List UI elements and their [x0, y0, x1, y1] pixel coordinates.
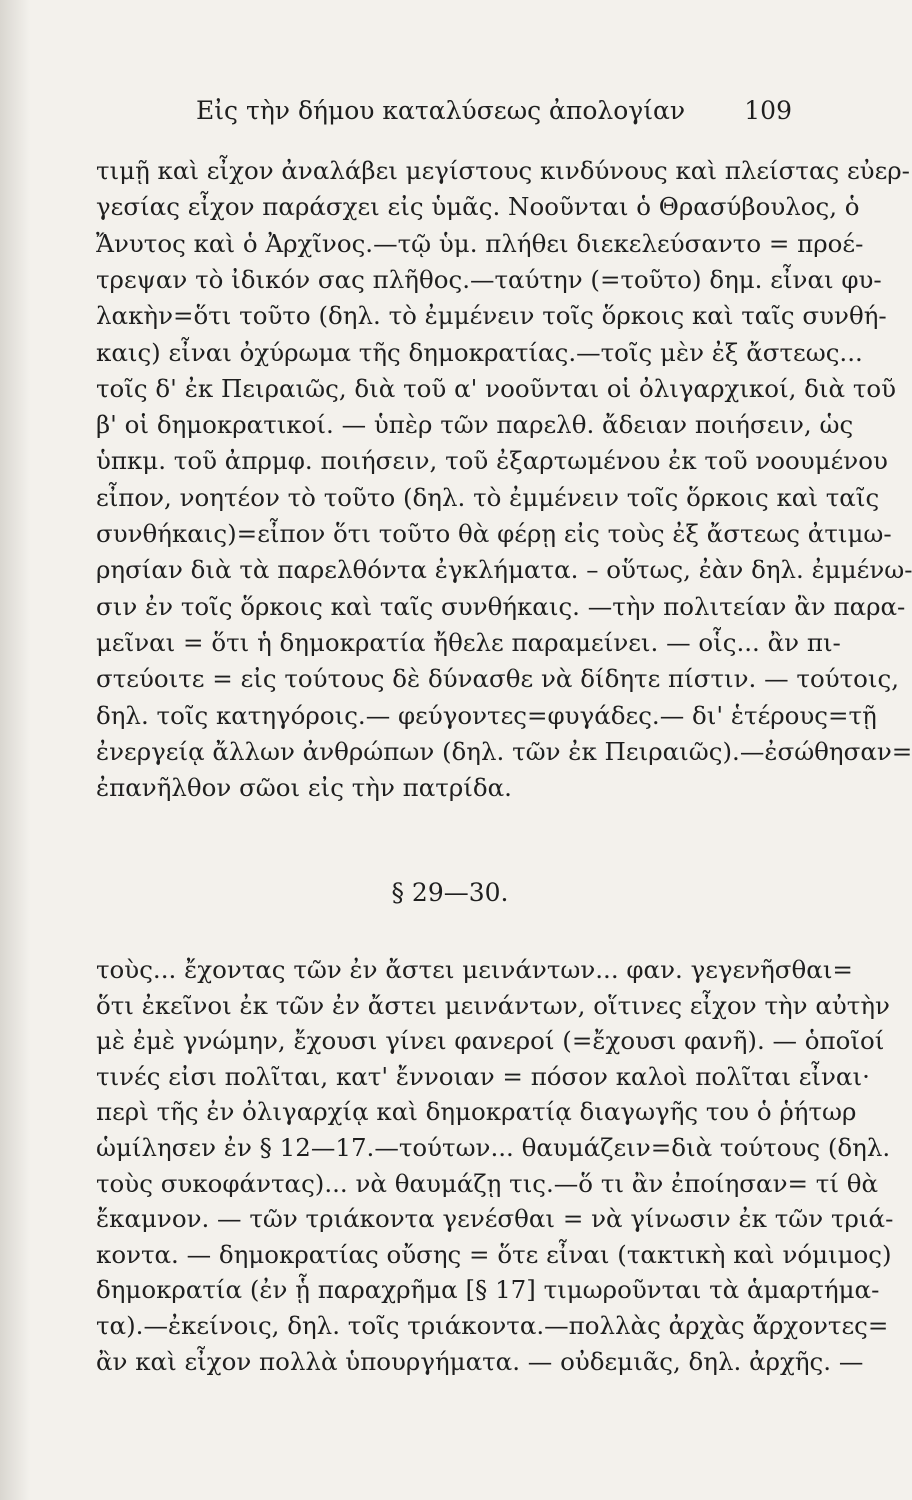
- text-line: ἐπανῆλθον σῶοι εἰς τὴν πατρίδα.: [96, 773, 512, 803]
- text-line: τοῖς δ' ἐκ Πειραιῶς, διὰ τοῦ α' νοοῦνται οἱ ὀλιγαρχικοί, διὰ τοῦ: [96, 373, 897, 403]
- text-line: β' οἱ δημοκρατικοί. — ὑπὲρ τῶν παρελθ. ἄδειαν ποιήσειν, ὡς: [96, 410, 854, 440]
- text-line: ὑπκμ. τοῦ ἀπρμφ. ποιήσειν, τοῦ ἐξαρτωμένου ἐκ τοῦ νοουμένου: [96, 446, 888, 476]
- text-line: ὅτι ἐκεῖνοι ἐκ τῶν ἐν ἄστει μεινάντων, οἵτινες εἶχον τὴν αὐτὴν: [96, 990, 890, 1020]
- text-line: μὲ ἐμὲ γνώμην, ἔχουσι γίνει φανεροί (=ἔχουσι φανῆ). — ὁποῖοί: [96, 1026, 885, 1056]
- text-line: δημοκρατία (ἐν ᾗ παραχρῆμα [§ 17] τιμωροῦνται τὰ ἁμαρτήμα-: [96, 1275, 880, 1305]
- text-line: τοὺς... ἔχοντας τῶν ἐν ἄστει μεινάντων... φαν. γεγενῆσθαι=: [96, 955, 853, 984]
- text-line: τοὺς συκοφάντας)... νὰ θαυμάζῃ τις.—ὅ τι ἂν ἐποίησαν= τί θὰ: [96, 1168, 879, 1198]
- text-line: ἔκαμνον. — τῶν τριάκοντα γενέσθαι = νὰ γίνωσιν ἐκ τῶν τριά-: [96, 1204, 894, 1234]
- text-line: συνθήκαις)=εἶπον ὅτι τοῦτο θὰ φέρῃ εἰς τοὺς ἐξ ἄστεως ἀτιμω-: [96, 519, 892, 548]
- page-number: 109: [744, 96, 792, 125]
- text-line: τρεψαν τὸ ἰδικόν σας πλῆθος.—ταύτην (=τοῦτο) δημ. εἶναι φυ-: [96, 264, 882, 294]
- section-heading: § 29—30.: [391, 878, 509, 907]
- text-line: καις) εἶναι ὀχύρωμα τῆς δημοκρατίας.—τοῖς μὲν ἐξ ἄστεως...: [96, 337, 863, 367]
- text-line: δηλ. τοῖς κατηγόροις.— φεύγοντες=φυγάδες.— δι' ἑτέρους=τῇ: [96, 700, 877, 730]
- text-line: λακὴν=ὅτι τοῦτο (δηλ. τὸ ἐμμένειν τοῖς ὅρκοις καὶ ταῖς συνθή-: [96, 301, 887, 331]
- text-line: περὶ τῆς ἐν ὀλιγαρχίᾳ καὶ δημοκρατίᾳ διαγωγῆς του ὁ ῥήτωρ: [96, 1097, 857, 1127]
- text-line: εἶπον, νοητέον τὸ τοῦτο (δηλ. τὸ ἐμμένειν τοῖς ὅρκοις καὶ ταῖς: [96, 482, 880, 512]
- text-line: τα).—ἐκείνοις, δηλ. τοῖς τριάκοντα.—πολλὰς ἀρχὰς ἄρχοντες=: [96, 1311, 889, 1340]
- text-line: γεσίας εἶχον παράσχει εἰς ὑμᾶς. Νοοῦνται ὁ Θρασύβουλος, ὁ: [96, 192, 860, 222]
- text-line: στεύοιτε = εἰς τούτους δὲ δύνασθε νὰ δίδητε πίστιν. — τούτοις,: [96, 664, 900, 694]
- running-title: Εἰς τὴν δήμου καταλύσεως ἀπολογίαν: [196, 96, 686, 125]
- text-line: τινές εἰσι πολῖται, κατ' ἔννοιαν = πόσον καλοὶ πολῖται εἶναι·: [96, 1061, 870, 1091]
- page-fold-shadow: [0, 0, 30, 1500]
- running-header: [196, 96, 792, 136]
- text-line: τιμῇ καὶ εἶχον ἀναλάβει μεγίστους κινδύνους καὶ πλείστας εὐερ-: [96, 156, 910, 185]
- text-line: σιν ἐν τοῖς ὅρκοις καὶ ταῖς συνθήκαις. —τὴν πολιτείαν ἂν παρα-: [96, 591, 906, 621]
- text-line: μεῖναι = ὅτι ἡ δημοκρατία ἤθελε παραμείνει. — οἷς... ἂν πι-: [96, 627, 841, 657]
- text-line: κοντα. — δημοκρατίας οὔσης = ὅτε εἶναι (τακτικὴ καὶ νόμιμος): [96, 1239, 892, 1269]
- text-line: ὡμίλησεν ἐν § 12—17.—τούτων... θαυμάζειν=διὰ τούτους (δηλ.: [96, 1133, 891, 1162]
- text-line: ρησίαν διὰ τὰ παρελθόντα ἐγκλήματα. – οὕτως, ἐὰν δηλ. ἐμμένω-: [96, 555, 912, 585]
- text-line: ἂν καὶ εἶχον πολλὰ ὑπουργήματα. — οὐδεμιᾶς, δηλ. ἀρχῆς. —: [96, 1346, 864, 1376]
- text-line: Ἄνυτος καὶ ὁ Ἀρχῖνος.—τῷ ὑμ. πλήθει διεκελεύσαντο = προέ-: [96, 228, 864, 258]
- text-line: ἐνεργείᾳ ἄλλων ἀνθρώπων (δηλ. τῶν ἐκ Πειραιῶς).—ἐσώθησαν=: [96, 736, 912, 766]
